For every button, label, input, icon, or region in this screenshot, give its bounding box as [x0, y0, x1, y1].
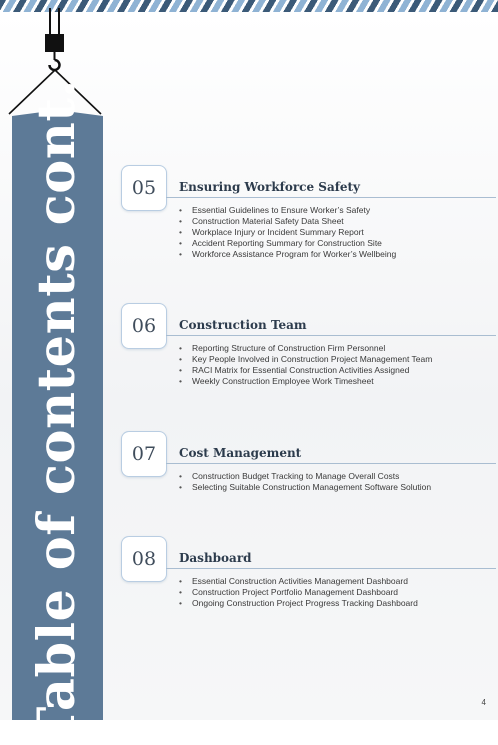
- section-divider: [166, 568, 496, 569]
- section-title: Cost Management: [179, 446, 302, 460]
- list-item: • Accident Reporting Summary for Construction Site: [179, 238, 396, 249]
- list-item: • Key People Involved in Construction Project Management Team: [179, 354, 432, 365]
- list-item: • Construction Budget Tracking to Manage Overall Costs: [179, 471, 431, 482]
- section-title: Ensuring Workforce Safety: [179, 180, 361, 194]
- section-divider: [166, 197, 496, 198]
- section-number-box: 08: [121, 536, 167, 582]
- section-number-box: 06: [121, 303, 167, 349]
- list-item: • Construction Material Safety Data Sheet: [179, 216, 396, 227]
- list-item: • Reporting Structure of Construction Firm Personnel: [179, 343, 432, 354]
- section-divider: [166, 335, 496, 336]
- list-item: • Selecting Suitable Construction Management Software Solution: [179, 482, 431, 493]
- list-item: • Construction Project Portfolio Management Dashboard: [179, 587, 418, 598]
- section-title: Dashboard: [179, 551, 252, 565]
- section-item-list: [179, 471, 431, 493]
- list-item: • Essential Guidelines to Ensure Worker’s Safety: [179, 205, 396, 216]
- section-item-list: [179, 343, 432, 387]
- list-item: • Weekly Construction Employee Work Timesheet: [179, 376, 432, 387]
- list-item: • Workplace Injury or Incident Summary Report: [179, 227, 396, 238]
- list-item: • RACI Matrix for Essential Construction Activities Assigned: [179, 365, 432, 376]
- list-item: • Essential Construction Activities Management Dashboard: [179, 576, 418, 587]
- section-item-list: [179, 576, 418, 609]
- list-item: • Workforce Assistance Program for Worker’s Wellbeing: [179, 249, 396, 260]
- section-divider: [166, 463, 496, 464]
- page-number: 4: [481, 698, 486, 707]
- section-title: Construction Team: [179, 318, 307, 332]
- section-number-box: 05: [121, 165, 167, 211]
- page-title: Table of contents cont.: [27, 79, 87, 745]
- list-item: • Ongoing Construction Project Progress Tracking Dashboard: [179, 598, 418, 609]
- section-item-list: [179, 205, 396, 260]
- section-number-box: 07: [121, 431, 167, 477]
